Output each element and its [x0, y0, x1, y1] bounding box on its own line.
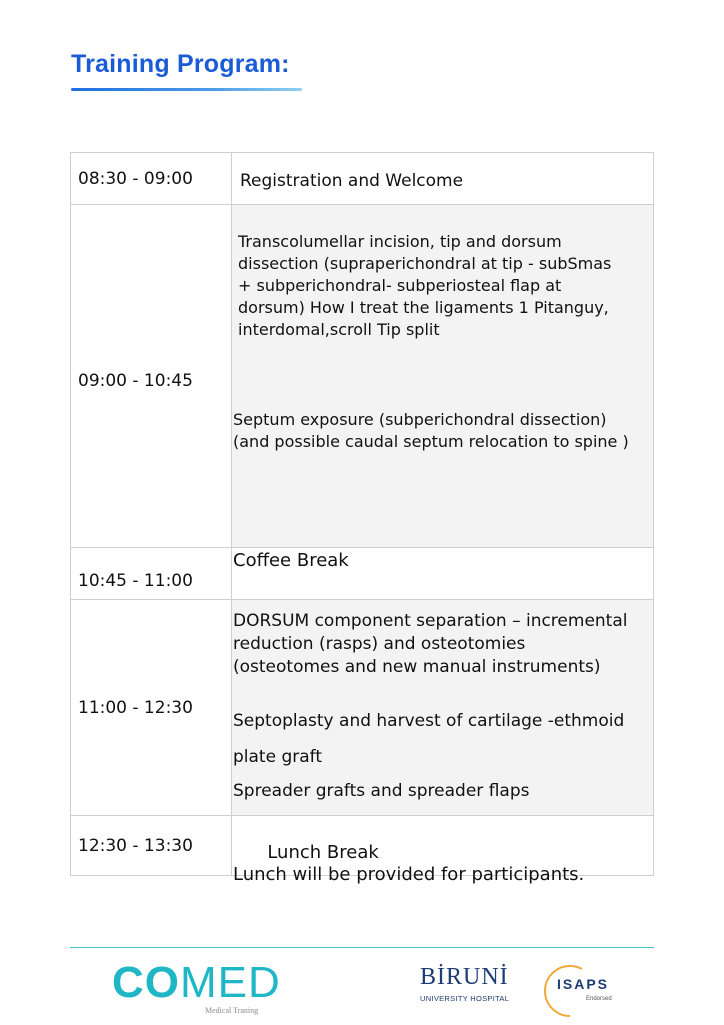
description-cell — [232, 816, 654, 885]
comed-logo-co: CO — [112, 958, 180, 1007]
time-cell — [70, 600, 232, 815]
footer-divider — [70, 947, 654, 948]
time-label: 08:30 - 09:00 — [78, 168, 193, 189]
time-label: 12:30 - 13:30 — [78, 835, 193, 856]
comed-tagline: Medical Traning — [205, 1006, 259, 1015]
session-text: Septum exposure (subperichondral dissection) (and possible caudal septum relocation to spine ) — [233, 410, 629, 451]
time-cell — [70, 816, 232, 875]
description-cell — [232, 548, 654, 599]
comed-logo-med: MED — [180, 958, 281, 1007]
time-cell — [70, 548, 232, 599]
biruni-subtitle: UNIVERSITY HOSPITAL — [420, 994, 510, 1003]
description-cell — [232, 153, 654, 204]
table-row — [70, 815, 654, 885]
table-row — [70, 547, 654, 599]
time-label: 10:45 - 11:00 — [78, 571, 193, 591]
time-cell — [70, 153, 232, 204]
isaps-subtitle: Endorsed — [586, 996, 612, 1002]
time-cell — [70, 205, 232, 547]
time-label: 11:00 - 12:30 — [78, 697, 193, 718]
description-cell — [232, 600, 654, 815]
session-text: plate graft — [233, 747, 323, 767]
time-label: 09:00 - 10:45 — [78, 371, 193, 391]
table-row — [70, 152, 654, 204]
description-cell — [232, 205, 654, 547]
comed-logo — [112, 960, 282, 1020]
table-row — [70, 599, 654, 815]
session-text: DORSUM component separation – incremental reduction (rasps) and osteotomies (osteotomes and new manual instruments) — [233, 611, 628, 677]
isaps-name: ISAPS — [557, 976, 610, 992]
biruni-logo — [420, 964, 522, 1014]
session-text: Spreader grafts and spreader flaps — [233, 781, 530, 801]
schedule-table — [70, 152, 654, 885]
title-underline — [71, 88, 302, 91]
session-text: Transcolumellar incision, tip and dorsum dissection (supraperichondral at tip - subSmas + subperichondral- subperiosteal flap at dorsum) How I treat the ligaments 1 Pitanguy, interdomal,scroll Tip split — [238, 232, 612, 339]
table-row — [70, 204, 654, 547]
session-text: Septoplasty and harvest of cartilage -ethmoid — [233, 711, 625, 731]
isaps-logo — [530, 961, 620, 1021]
page-title: Training Program: — [71, 50, 290, 78]
session-text: Registration and Welcome — [240, 171, 464, 191]
session-text: Lunch Break Lunch will be provided for participants. — [233, 842, 585, 885]
session-text: Coffee Break — [233, 550, 349, 571]
biruni-name: BİRUNİ — [420, 964, 509, 990]
